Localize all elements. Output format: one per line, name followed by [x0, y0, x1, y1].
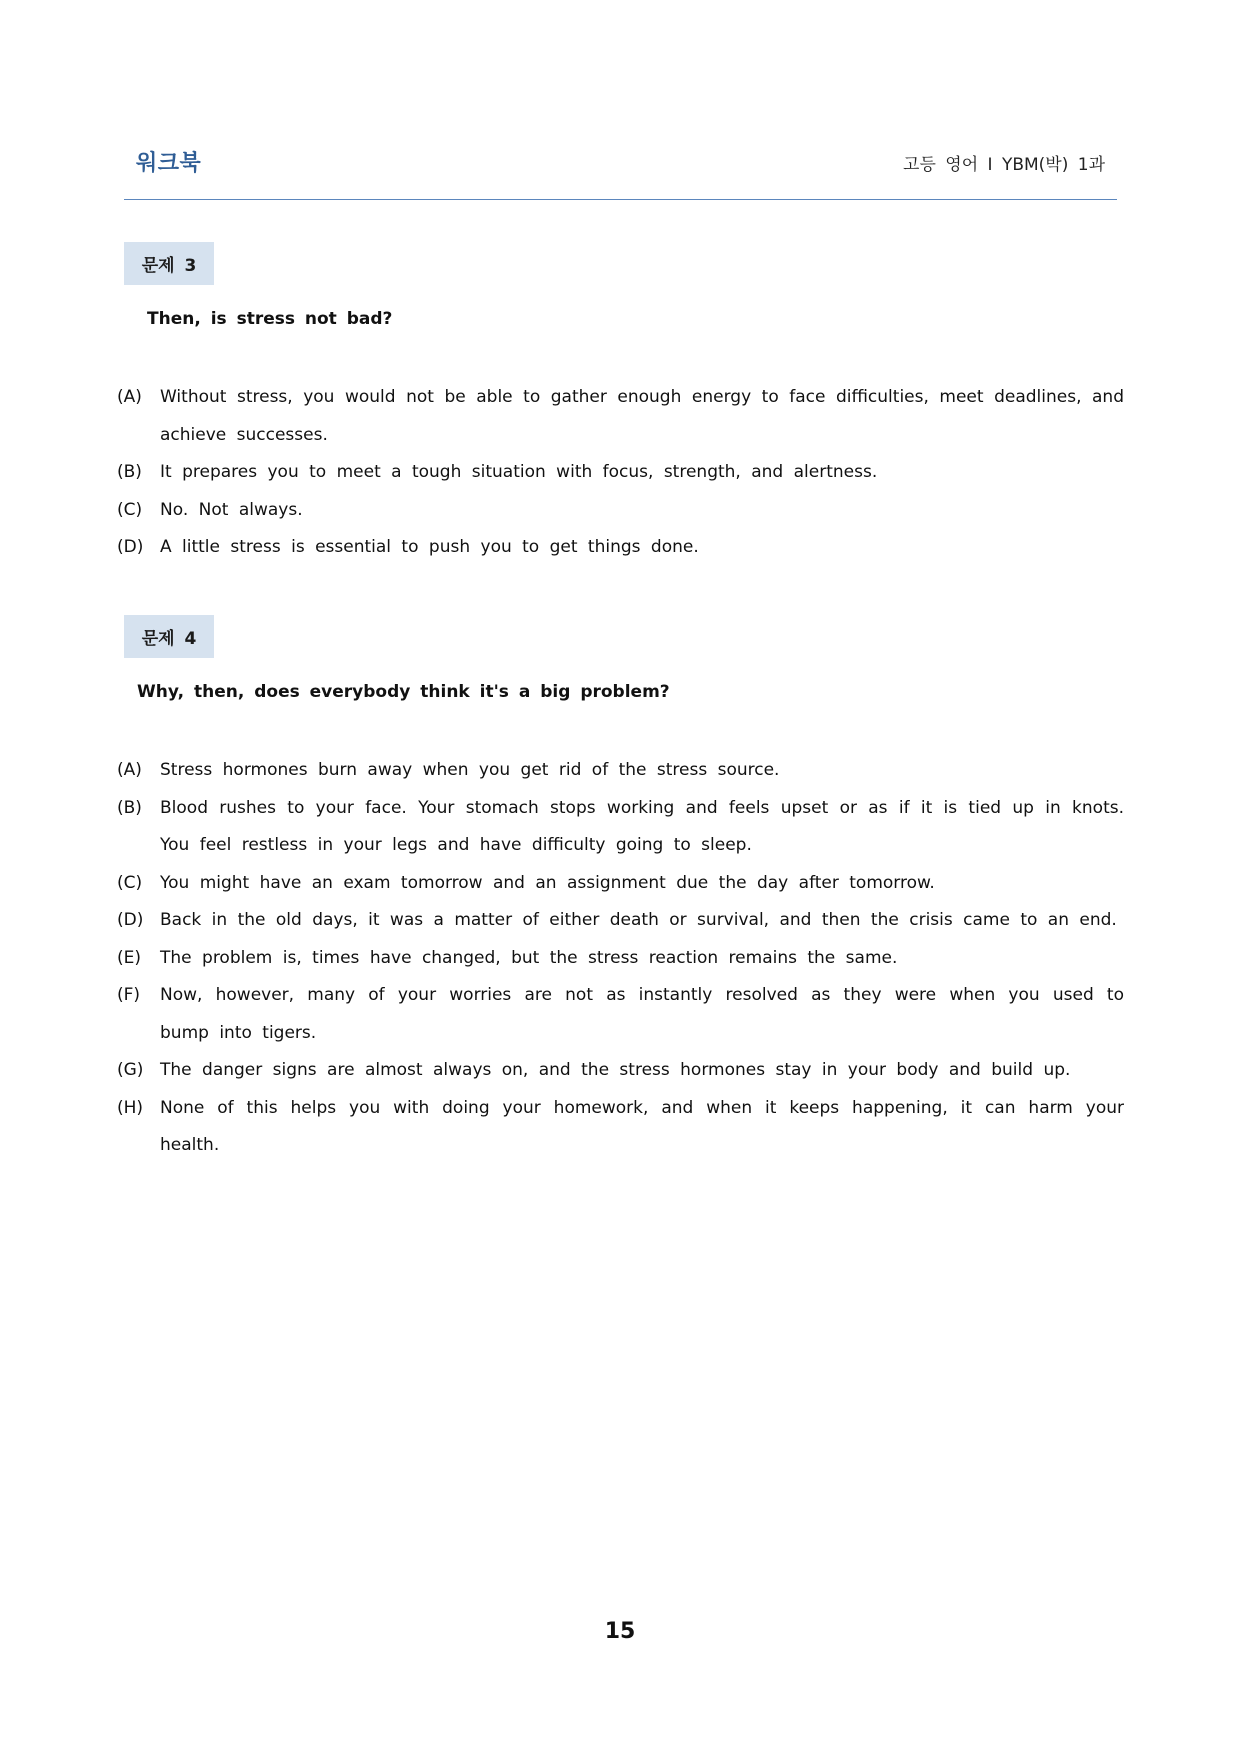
workbook-title: 워크북 — [136, 151, 202, 176]
option-item — [117, 752, 1124, 790]
option-text: The danger signs are almost always on, and the stress hormones stay in your body and build up. — [160, 1060, 1071, 1080]
option-item — [117, 492, 1124, 530]
option-marker: (E) — [117, 947, 142, 968]
option-marker: (A) — [117, 760, 142, 780]
option-marker: (G) — [117, 1060, 144, 1080]
option-text: No. Not always. — [160, 499, 303, 520]
option-text: A little stress is essential to push you to get things done. — [160, 537, 699, 557]
option-marker: (C) — [117, 499, 143, 520]
option-text: None of this helps you with doing your homework, and when it keeps happening, it can harm your health. — [160, 1097, 1124, 1155]
problem-3-question: Then, is stress not bad? — [147, 309, 393, 329]
option-item — [117, 1090, 1124, 1165]
page-number: 15 — [604, 1619, 636, 1644]
option-item — [117, 1052, 1124, 1090]
option-marker: (A) — [117, 387, 142, 407]
option-item — [117, 790, 1124, 865]
problem-4-question: Why, then, does everybody think it's a big problem? — [137, 682, 670, 702]
problem-4-badge: 문제 4 — [124, 615, 214, 658]
option-text: You might have an exam tomorrow and an assignment due the day after tomorrow. — [160, 872, 935, 893]
header-divider — [124, 199, 1117, 200]
option-text: Without stress, you would not be able to gather enough energy to face difficulties, meet deadlines, and achieve successes. — [160, 387, 1124, 445]
option-text: Now, however, many of your worries are not as instantly resolved as they were when you used to bump into tigers. — [160, 985, 1124, 1043]
option-marker: (B) — [117, 462, 142, 482]
option-text: Stress hormones burn away when you get rid of the stress source. — [160, 760, 780, 780]
option-marker: (D) — [117, 537, 144, 557]
option-item — [117, 865, 1124, 903]
option-text: It prepares you to meet a tough situation with focus, strength, and alertness. — [160, 462, 878, 482]
option-item — [117, 940, 1124, 978]
option-text: Blood rushes to your face. Your stomach stops working and feels upset or as if it is tied up in knots. You feel restless in your legs and have difficulty going to sleep. — [160, 797, 1124, 855]
option-text: The problem is, times have changed, but the stress reaction remains the same. — [160, 947, 898, 968]
option-marker: (F) — [117, 985, 141, 1005]
problem-3-options — [117, 379, 1124, 567]
option-text: Back in the old days, it was a matter of either death or survival, and then the crisis came to an end. — [160, 910, 1117, 930]
course-label: 고등 영어 I YBM(박) 1과 — [903, 155, 1105, 175]
problem-3-badge: 문제 3 — [124, 242, 214, 285]
option-item — [117, 977, 1124, 1052]
option-item — [117, 902, 1124, 940]
option-item — [117, 529, 1124, 567]
problem-4-options — [117, 752, 1124, 1165]
option-marker: (D) — [117, 910, 144, 930]
option-item — [117, 454, 1124, 492]
option-marker: (C) — [117, 872, 143, 893]
option-marker: (H) — [117, 1097, 144, 1118]
option-item — [117, 379, 1124, 454]
option-marker: (B) — [117, 797, 142, 818]
